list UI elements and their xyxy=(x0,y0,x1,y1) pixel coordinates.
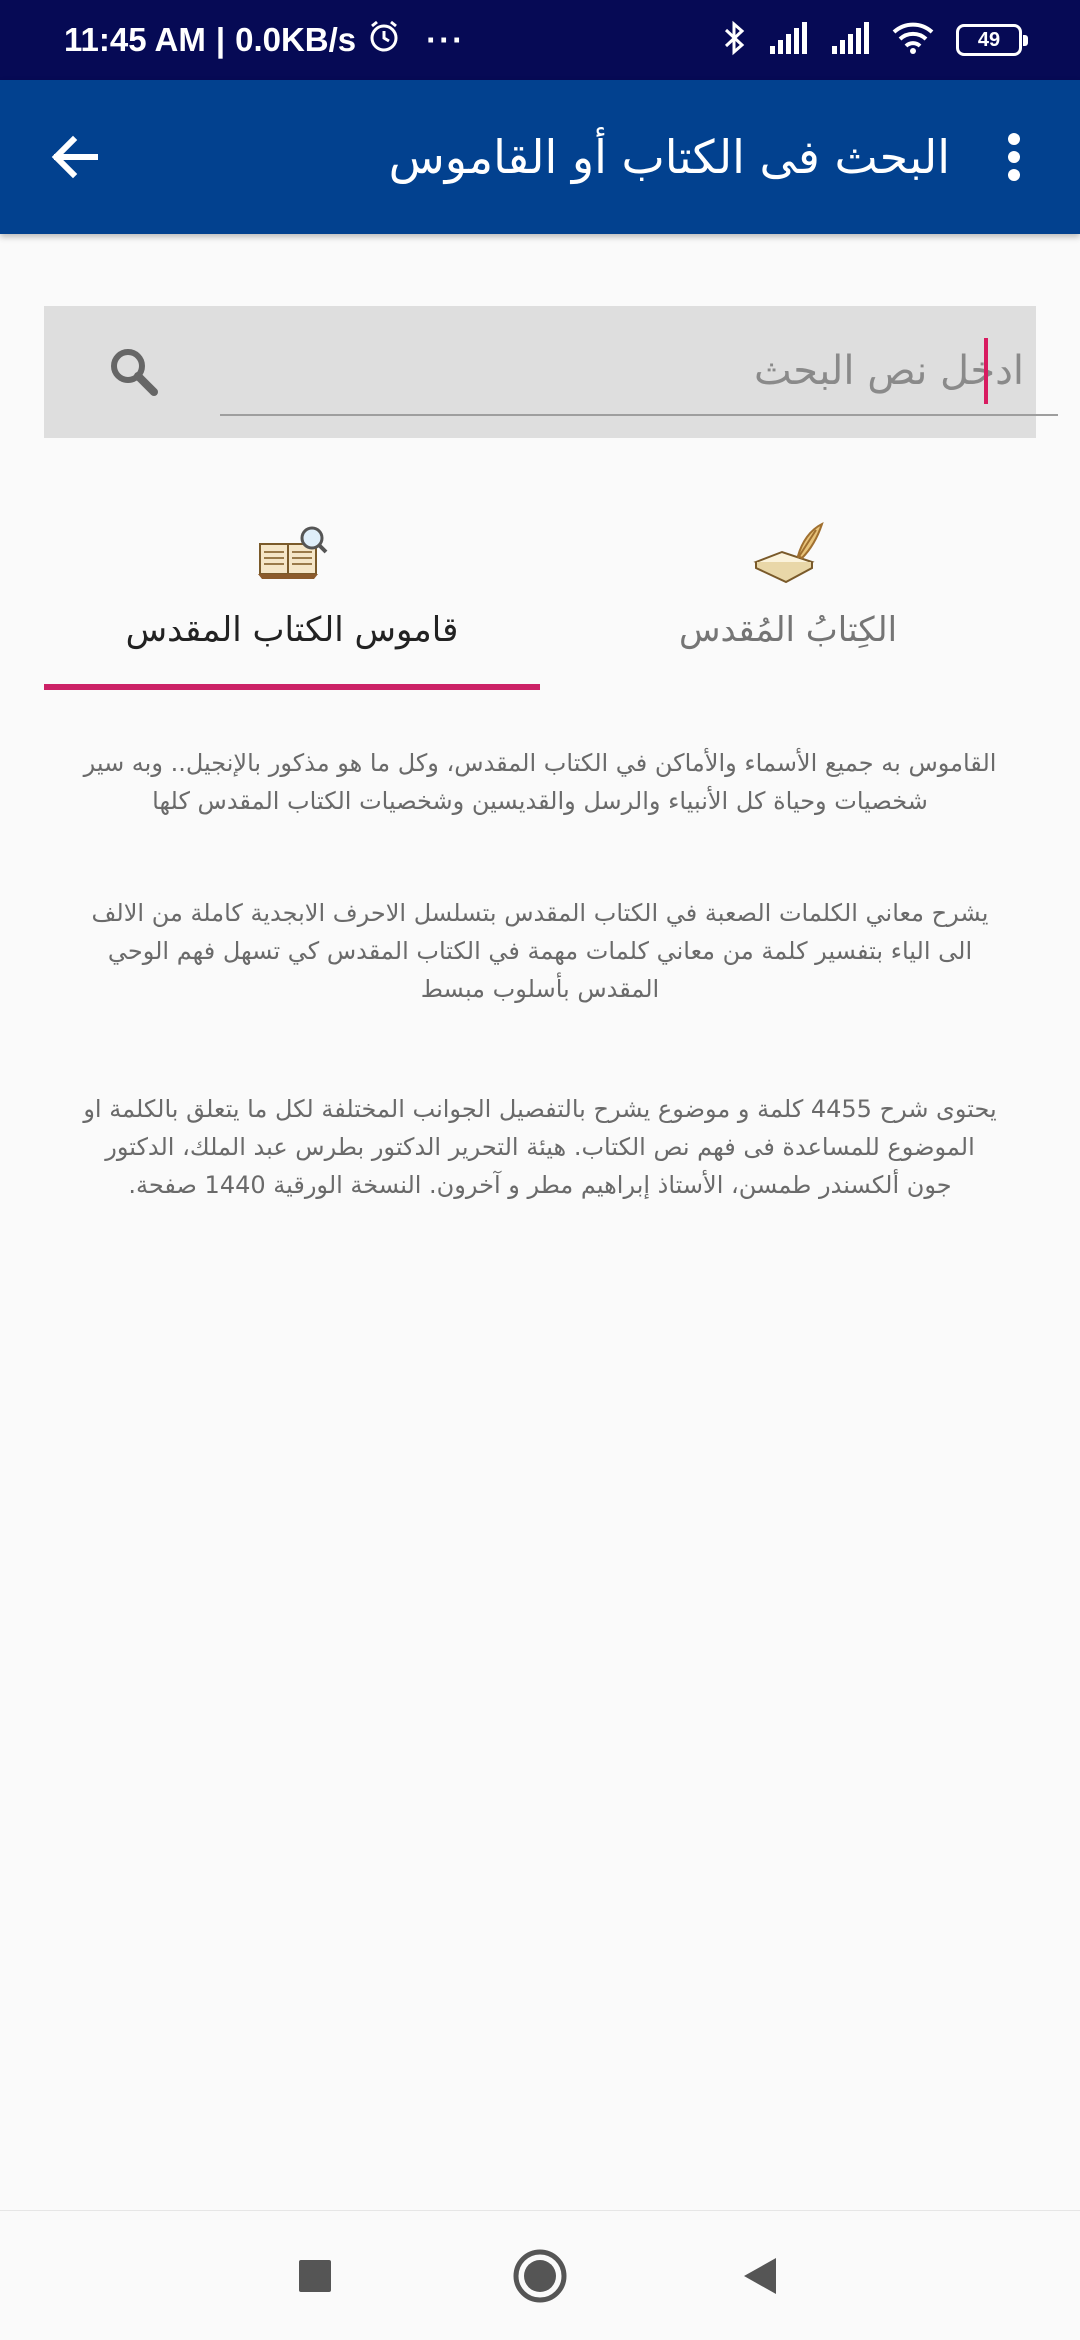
status-right xyxy=(722,0,1022,80)
alarm-icon xyxy=(366,18,402,62)
overflow-menu-button[interactable] xyxy=(984,122,1044,192)
status-separator: | xyxy=(215,21,226,58)
tab-bible[interactable] xyxy=(540,510,1036,694)
wifi-icon xyxy=(892,22,934,58)
status-bar xyxy=(0,0,1080,80)
description-paragraph-1: القاموس به جميع الأسماء والأماكن في الكتاب المقدس، وكل ما هو مذكور بالإنجيل.. وبه سير شخصيات وحياة كل الأنبياء والرسل والقديسين وشخصيات الكتاب المقدس كلها xyxy=(83,749,997,815)
bluetooth-icon xyxy=(722,20,746,60)
tab-label-bible: الكِتابُ المُقدس xyxy=(678,610,898,650)
system-back-button[interactable] xyxy=(725,2241,795,2311)
tab-label-dictionary: قاموس الكتاب المقدس xyxy=(125,610,459,650)
tab-bar xyxy=(44,510,1036,694)
square-icon xyxy=(298,2259,332,2293)
dictionary-book-icon xyxy=(256,522,328,592)
page-title: البحث فى الكتاب أو القاموس xyxy=(388,130,950,184)
description-paragraph-2: يشرح معاني الكلمات الصعبة في الكتاب المقدس بتسلسل الاحرف الابجدية كاملة من الالف الى الياء بتفسير كلمة من معاني كلمات مهمة في الكتاب المقدس كي تسهل فهم الوحي المقدس بأسلوب مبسط xyxy=(91,899,989,1003)
battery-icon: 49 xyxy=(956,24,1022,56)
tab-bible-dictionary[interactable] xyxy=(44,510,540,694)
signal-icon-2 xyxy=(830,22,870,58)
active-tab-indicator xyxy=(44,684,540,690)
search-box xyxy=(44,306,1036,438)
triangle-back-icon xyxy=(740,2256,780,2296)
app-bar xyxy=(0,80,1080,234)
home-button[interactable] xyxy=(505,2241,575,2311)
back-button[interactable] xyxy=(40,122,110,192)
network-speed: 0.0KB/s xyxy=(235,21,357,58)
bible-quill-icon xyxy=(752,522,824,592)
search-input[interactable] xyxy=(220,328,1058,416)
status-left xyxy=(64,0,465,80)
circle-icon xyxy=(512,2248,568,2304)
status-time: 11:45 AM xyxy=(64,21,206,58)
more-notifications-icon: ··· xyxy=(426,21,466,58)
text-cursor xyxy=(984,338,988,404)
signal-icon xyxy=(768,22,808,58)
arrow-back-icon xyxy=(49,131,101,183)
search-icon[interactable] xyxy=(104,342,164,402)
more-vert-icon xyxy=(1006,132,1022,182)
system-nav-bar xyxy=(0,2210,1080,2340)
recents-button[interactable] xyxy=(280,2241,350,2311)
description-paragraph-3: يحتوى شرح 4455 كلمة و موضوع يشرح بالتفصيل الجوانب المختلفة لكل ما يتعلق بالكلمة او الموضوع للمساعدة فى فهم نص الكتاب. هيئة التحرير الدكتور بطرس عبد الملك، الدكتور جون ألكسندر طمسن، الأستاذ إبراهيم مطر و آخرون. النسخة الورقية 1440 صفحة. xyxy=(83,1095,997,1199)
